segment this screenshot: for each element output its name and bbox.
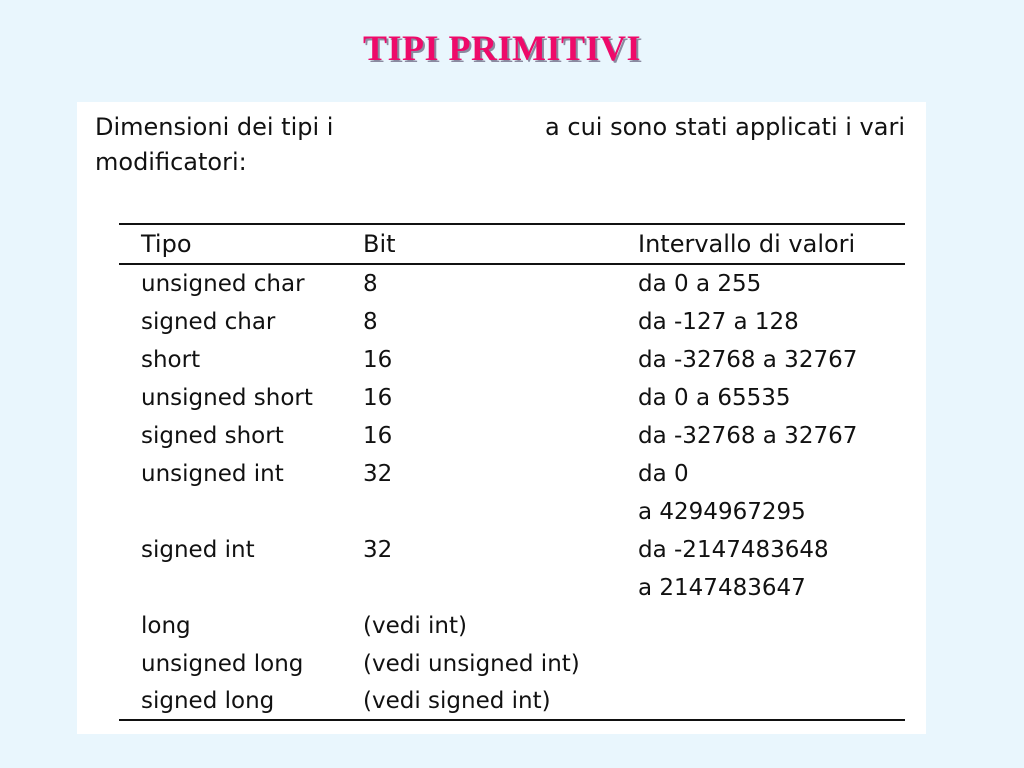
header-intervallo: Intervallo di valori [616,224,905,264]
intro-part-2: a cui sono stati applicati i vari [545,113,905,141]
cell-bit: 16 [363,385,393,411]
cell-tipo: short [141,347,201,373]
cell-range: a 4294967295 [638,499,806,525]
types-table [119,223,905,721]
header-tipo: Tipo [119,224,341,264]
cell-range: da -32768 a 32767 [638,423,858,449]
cell-range: da -2147483648 [638,537,829,563]
cell-bit: (vedi int) [363,613,467,639]
cell-range [616,683,905,720]
cell-bit: 32 [363,461,393,487]
cell-range: da 0 a 65535 [638,385,791,411]
cell-range: da 0 a 255 [638,271,762,297]
table-row [119,303,905,341]
cell-bit [341,569,616,607]
table-header-row [119,224,905,264]
cell-bit [341,493,616,531]
cell-bit: 16 [363,423,393,449]
cell-tipo: unsigned int [141,461,284,487]
cell-bit: 16 [363,347,393,373]
table-row [119,264,905,303]
cell-range: da -32768 a 32767 [638,347,858,373]
cell-range: da 0 [638,461,689,487]
header-bit: Bit [341,224,616,264]
slide-title: TIPI PRIMITIVI [362,28,642,68]
table-row [119,379,905,417]
cell-tipo: unsigned long [141,651,304,677]
cell-tipo: signed int [141,537,255,563]
cell-range: da -127 a 128 [638,309,799,335]
intro-line-2: modificatori: [95,148,247,176]
intro-line-1 [95,110,905,145]
cell-bit: 8 [363,271,378,297]
table-row [119,531,905,569]
table-row [119,645,905,683]
cell-tipo: signed short [141,423,284,449]
table-row [119,417,905,455]
cell-tipo: long [141,613,191,639]
cell-bit: (vedi signed int) [341,683,616,720]
cell-bit: 8 [363,309,378,335]
table-row [119,455,905,493]
table-row [119,683,905,720]
cell-tipo [119,569,341,607]
cell-range: a 2147483647 [638,575,806,601]
table-row [119,341,905,379]
cell-tipo [119,493,341,531]
cell-tipo: signed long [119,683,341,720]
table-row [119,607,905,645]
cell-range [616,645,905,683]
cell-tipo: unsigned char [141,271,305,297]
intro-text [95,110,905,180]
cell-bit: 32 [363,537,393,563]
table-row [119,569,905,607]
cell-bit: (vedi unsigned int) [363,651,580,677]
intro-part-1: Dimensioni dei tipi i [95,113,334,141]
cell-tipo: signed char [141,309,276,335]
cell-range [616,607,905,645]
table-row [119,493,905,531]
cell-tipo: unsigned short [141,385,313,411]
content-box [77,102,926,734]
